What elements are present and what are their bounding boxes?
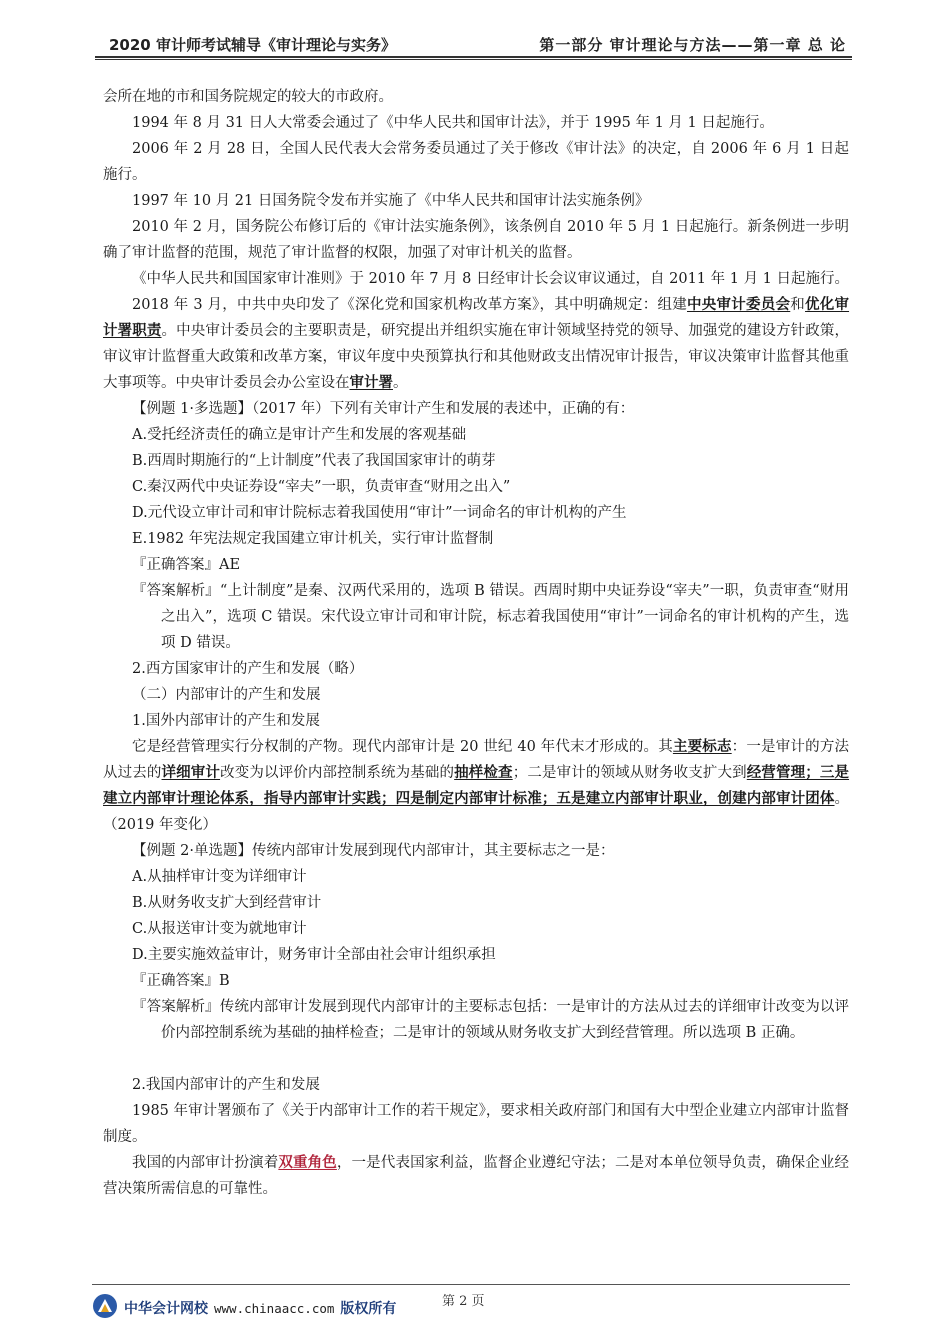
- example-1-option-c: C.秦汉两代中央证券设“宰夫”一职，负责审查“财用之出入”: [132, 479, 511, 495]
- example-2-answer: 『正确答案』B: [132, 973, 230, 989]
- footer-brand-name: 中华会计网校: [124, 1301, 208, 1317]
- emphasis-sampling: 抽样检查: [454, 765, 513, 781]
- example-1-option-b: B.西周时期施行的“上计制度”代表了我国国家审计的萌芽: [132, 453, 496, 469]
- example-1-option-d: D.元代设立审计司和审计院标志着我国使用“审计”一词命名的审计机构的产生: [132, 505, 627, 521]
- page-header: [95, 30, 852, 56]
- header-rule-thin: [95, 59, 852, 60]
- section-heading: 2.西方国家审计的产生和发展（略）: [132, 661, 364, 677]
- example-2-option-c: C.从报送审计变为就地审计: [132, 921, 307, 937]
- footer-rights: 版权所有: [340, 1301, 397, 1317]
- example-1-question: 【例题 1·多选题】（2017 年）下列有关审计产生和发展的表述中，正确的有：: [132, 401, 635, 417]
- document-body: [103, 84, 849, 1202]
- paragraph: 1985 年审计署颁布了《关于内部审计工作的若干规定》，要求相关政府部门和国有大中型企业建立内部审计监督制度。: [103, 1103, 849, 1145]
- emphasis-detailed-audit: 详细审计: [161, 765, 221, 781]
- paragraph-dual-role: [103, 1150, 849, 1202]
- paragraph: 2010 年 2 月，国务院公布修订后的《审计法实施条例》，该条例自 2010 年 5 月 1 日起施行。新条例进一步明确了审计监督的范围，规范了审计监督的权限，加强了对审计机关的监督。: [103, 219, 849, 261]
- paragraph: 1994 年 8 月 31 日人大常委会通过了《中华人民共和国审计法》，并于 1995 年 1 月 1 日起施行。: [132, 115, 774, 131]
- footer-site-link[interactable]: www.chinaacc.com: [214, 1301, 335, 1316]
- text-run: ：一是审计的方法从过去的: [103, 739, 850, 781]
- example-2-option-b: B.从财务收支扩大到经营审计: [132, 895, 322, 911]
- text-run: 。: [393, 375, 408, 391]
- text-run: 我国的内部审计扮演着: [132, 1155, 279, 1171]
- emphasis-dual-role: 双重角色: [278, 1155, 337, 1171]
- text-run: 它是经营管理实行分权制的产物。现代内部审计是 20 世纪 40 年代末才形成的。其: [132, 739, 673, 755]
- section-heading: （二）内部审计的产生和发展: [132, 687, 321, 703]
- text-run: 改变为以评价内部控制系统为基础的: [220, 765, 455, 781]
- footer-brand: [124, 1298, 396, 1318]
- example-2-option-a: A.从抽样审计变为详细审计: [132, 869, 307, 885]
- text-run: ，一是代表国家利益，监督企业遵纪守法；二是对本单位领导负责，确保企业经营决策所需信息的可靠性。: [103, 1155, 850, 1197]
- page-number: 第 2 页: [442, 1294, 485, 1309]
- example-1-option-e: E.1982 年宪法规定我国建立审计机关，实行审计监督制: [132, 531, 494, 547]
- text-run: ；二是审计的领域从财务收支扩大到: [512, 765, 747, 781]
- text-run: 和: [790, 297, 806, 313]
- paragraph: 2006 年 2 月 28 日，全国人民代表大会常务委员通过了关于修改《审计法》的决定，自 2006 年 6 月 1 日起施行。: [103, 141, 849, 183]
- emphasis-optimize-duties: 优化审计署职责: [103, 297, 850, 339]
- text-run: 。（2019 年变化）: [103, 791, 849, 833]
- header-chapter-title: 第一部分 审计理论与方法——第一章 总 论: [539, 36, 846, 54]
- paragraph-internal-audit: [103, 734, 849, 838]
- example-1-answer: 『正确答案』AE: [132, 557, 241, 573]
- example-2-question: 【例题 2·单选题】传统内部审计发展到现代内部审计，其主要标志之一是：: [132, 843, 615, 859]
- example-1-explanation: 『答案解析』“上计制度”是秦、汉两代采用的，选项 B 错误。西周时期中央证券设“宰夫”一职，负责审查“财用之出入”，选项 C 错误。宋代设立审计司和审计院，标志着我国使用“审计”一词命名的审计机构的产生，选项 D 错误。: [132, 583, 849, 651]
- section-heading: 1.国外内部审计的产生和发展: [132, 713, 320, 729]
- emphasis-audit-office: 审计署: [349, 375, 393, 391]
- paragraph: 1997 年 10 月 21 日国务院令发布并实施了《中华人民共和国审计法实施条例》: [132, 193, 650, 209]
- emphasis-business-management: 经营管理；三是建立内部审计理论体系，指导内部审计实践；四是制定内部审计标准；五是建立内部审计职业，创建内部审计团体: [103, 765, 850, 807]
- paragraph-2018-reform: [103, 292, 849, 396]
- example-2-option-d: D.主要实施效益审计，财务审计全部由社会审计组织承担: [132, 947, 496, 963]
- text-run: 2018 年 3 月，中共中央印发了《深化党和国家机构改革方案》，其中明确规定：组建: [132, 297, 687, 313]
- chinaacc-logo-icon: [92, 1293, 118, 1319]
- emphasis-main-signs: 主要标志: [672, 739, 732, 755]
- header-rule: [95, 56, 852, 58]
- example-1-option-a: A.受托经济责任的确立是审计产生和发展的客观基础: [132, 427, 467, 443]
- footer-rule: [92, 1284, 850, 1285]
- paragraph: 会所在地的市和国务院规定的较大的市政府。: [103, 89, 393, 105]
- paragraph: 《中华人民共和国国家审计准则》于 2010 年 7 月 8 日经审计长会议审议通过，自 2011 年 1 月 1 日起施行。: [132, 271, 850, 287]
- example-2-explanation: 『答案解析』传统内部审计发展到现代内部审计的主要标志包括：一是审计的方法从过去的详细审计改变为以评价内部控制系统为基础的抽样检查；二是审计的领域从财务收支扩大到经营管理。所以选项 B 正确。: [132, 999, 849, 1041]
- emphasis-central-audit-committee: 中央审计委员会: [687, 297, 791, 313]
- spacer: [103, 1046, 849, 1072]
- text-run: 。中央审计委员会的主要职责是，研究提出并组织实施在审计领域坚持党的领导、加强党的建设方针政策，审议审计监督重大政策和改革方案，审议年度中央预算执行和其他财政支出情况审计报告，审议决策审计监督其他重大事项等。中央审计委员会办公室设在: [103, 323, 850, 391]
- section-heading: 2.我国内部审计的产生和发展: [132, 1077, 320, 1093]
- header-book-title: 2020 审计师考试辅导《审计理论与实务》: [109, 36, 396, 54]
